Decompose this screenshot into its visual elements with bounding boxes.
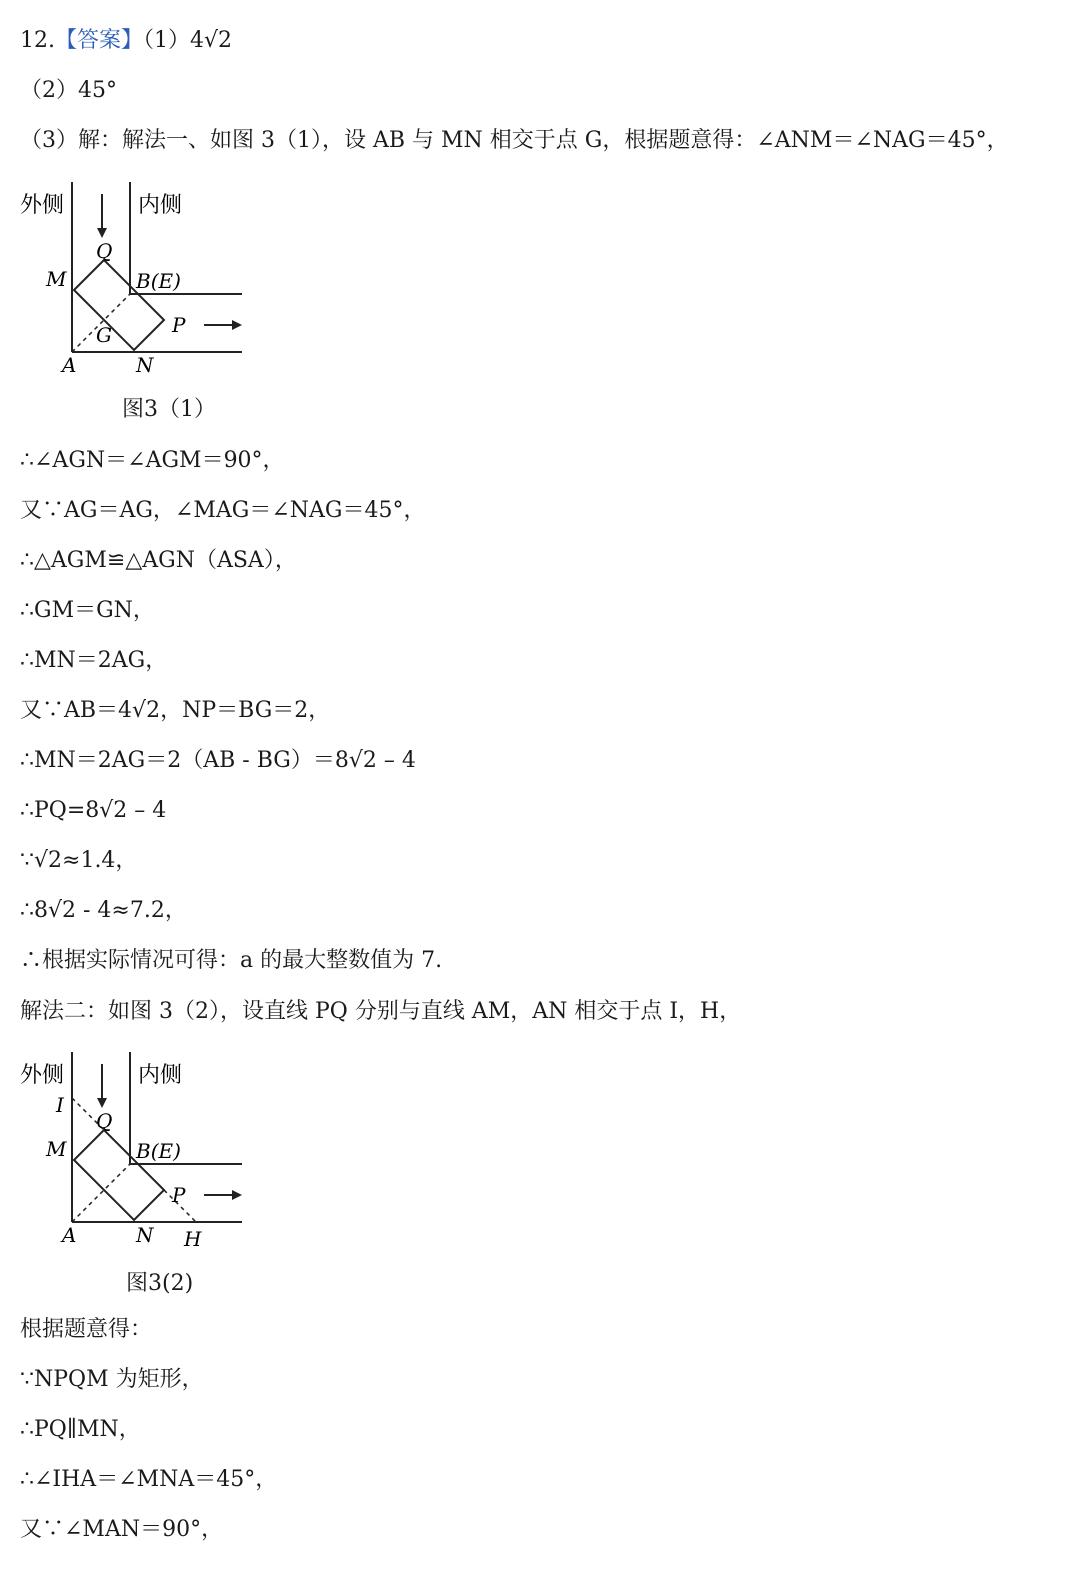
part1-answer: （1）4√2 [143, 28, 233, 53]
m1-step-6: 又∵AB＝4√2，NP＝BG＝2， [20, 698, 331, 723]
question-number: 12. [20, 28, 55, 53]
figure-3-1-diagram [14, 178, 254, 378]
answer-tag: 【答案】 [55, 28, 144, 53]
m2-step-5: 又∵∠MAN＝90°， [20, 1517, 224, 1542]
question-header [20, 27, 232, 55]
m1-step-9: ∵√2≈1.4， [20, 848, 138, 873]
point-m-label: M [46, 1137, 67, 1161]
point-n-label: N [136, 353, 154, 377]
m1-step-5: ∴MN＝2AG， [20, 648, 168, 673]
point-be-label: B(E) [136, 269, 181, 293]
point-be-label: B(E) [136, 1139, 181, 1163]
outside-label: 外侧 [20, 1063, 65, 1088]
point-p-label: P [172, 1183, 186, 1207]
outside-label: 外侧 [20, 193, 65, 218]
point-n-label: N [136, 1223, 154, 1247]
part3-intro: （3）解：解法一、如图 3（1），设 AB 与 MN 相交于点 G，根据题意得：∠ANM＝∠NAG＝45°， [20, 128, 1009, 153]
figure-3-2-caption: 图3(2) [126, 1271, 194, 1296]
m1-step-1: ∴∠AGN＝∠AGM＝90°， [20, 448, 285, 473]
m1-step-7: ∴MN＝2AG＝2（AB - BG）＝8√2 – 4 [20, 748, 416, 773]
m2-step-3: ∴PQ∥MN， [20, 1417, 141, 1442]
point-a-label: A [62, 353, 77, 377]
figure-3-2 [14, 1048, 254, 1252]
figure-3-1-caption: 图3（1） [122, 397, 216, 422]
inside-label: 内侧 [138, 1063, 183, 1088]
point-q-label: Q [96, 1109, 113, 1133]
m1-step-11: ∴根据实际情况可得：a 的最大整数值为 7. [20, 948, 443, 973]
figure-3-1 [14, 178, 254, 382]
point-i-label: I [56, 1093, 64, 1117]
inside-label: 内侧 [138, 193, 183, 218]
point-m-label: M [46, 267, 67, 291]
point-p-label: P [172, 313, 186, 337]
m2-step-4: ∴∠IHA＝∠MNA＝45°， [20, 1467, 278, 1492]
m2-step-2: ∵NPQM 为矩形， [20, 1367, 204, 1392]
point-g-label: G [96, 323, 112, 347]
m1-step-2: 又∵AG＝AG，∠MAG＝∠NAG＝45°， [20, 498, 426, 523]
part2-answer: （2）45° [20, 78, 117, 103]
m1-step-4: ∴GM＝GN， [20, 598, 155, 623]
m1-step-10: ∴8√2 - 4≈7.2， [20, 898, 187, 923]
point-q-label: Q [96, 239, 113, 263]
point-h-label: H [184, 1227, 202, 1248]
method2-intro: 解法二：如图 3（2），设直线 PQ 分别与直线 AM，AN 相交于点 I，H， [20, 999, 742, 1024]
m1-step-3: ∴△AGM≌△AGN（ASA）， [20, 548, 297, 573]
m1-step-8: ∴PQ=8√2 – 4 [20, 798, 167, 823]
figure-3-2-diagram [14, 1048, 254, 1248]
m2-step-1: 根据题意得： [20, 1317, 153, 1342]
point-a-label: A [62, 1223, 77, 1247]
